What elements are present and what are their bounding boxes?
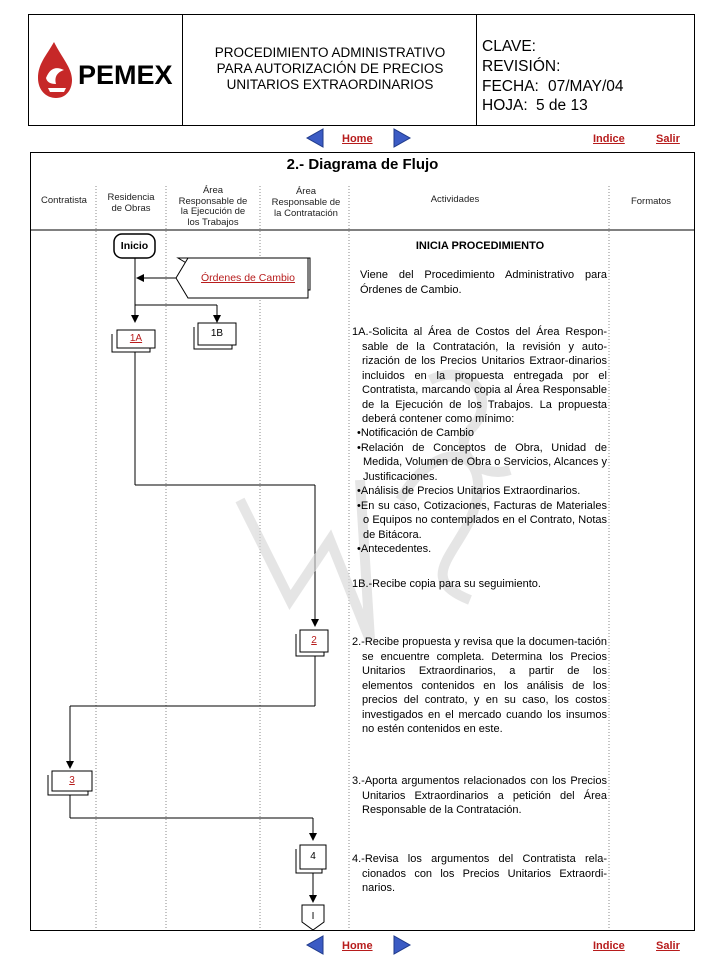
next-page-arrow-icon[interactable] xyxy=(392,935,412,960)
procedure-title-line: UNITARIOS EXTRAORDINARIOS xyxy=(226,77,434,92)
activity-4: 4.-Revisa los argumentos del Contratista rela-cionados con los Precios Unitarios Extraordi-narios. xyxy=(352,853,607,894)
salir-link[interactable]: Salir xyxy=(656,940,680,952)
activity-1b: 1B.-Recibe copia para su seguimiento. xyxy=(352,578,541,590)
bullet-item: •Antecedentes. xyxy=(357,543,432,555)
activity-1a: 1A.-Solicita al Área de Costos del Área Respon-sable de la Contratación, la revisión y auto-rización de los Precios Unitarios Extraor-dinarios incluidos en la propuesta entregada por el Contratista, marcando copia al Área Responsable de la Ejecución de los Trabajos. La propuesta deberá contener como mínimo: xyxy=(352,326,607,425)
column-header-contratista: Contratista xyxy=(41,195,87,206)
procedure-title-line: PROCEDIMIENTO ADMINISTRATIVO xyxy=(214,45,446,60)
column-header-area-ejecucion: Área Responsable de la Ejecución de los Trabajos xyxy=(178,185,248,228)
section-title: 2.- Diagrama de Flujo xyxy=(286,156,439,173)
column-header-residencia: Residencia de Obras xyxy=(107,192,155,214)
fecha-value: 07/MAY/04 xyxy=(548,78,624,95)
clave-label: CLAVE: xyxy=(482,38,536,55)
procedure-title-line: PARA AUTORIZACIÓN DE PRECIOS xyxy=(216,61,444,76)
box-1a-link[interactable]: 1A xyxy=(129,333,143,344)
activity-viene: Viene del Procedimiento Administrativo para Órdenes de Cambio. xyxy=(360,269,607,296)
fecha-label: FECHA: xyxy=(482,78,539,95)
bullet-item: •Relación de Conceptos de Obra, Unidad de Medida, Volumen de Obra o Servicios, Alcances y Justificaciones. xyxy=(357,441,607,483)
activity-2: 2.-Recibe propuesta y revisa que la documen-tación se encuentre completa. Determina los Precios Unitarios Extraordinarios, a partir de los elementos contenidos en los análisis de los precios del contrato, y en su caso, los costos investigados en el mercado cuando los insumos no estén contenidos en este. xyxy=(352,636,607,735)
column-header-formatos: Formatos xyxy=(630,196,672,207)
box-3-link[interactable]: 3 xyxy=(69,775,75,786)
home-link[interactable]: Home xyxy=(342,133,373,145)
bullet-item: •En su caso, Cotizaciones, Facturas de Materiales o Equipos no contemplados en el Contrato, Notas de Bitácora. xyxy=(357,499,607,541)
activity-1a-bullets xyxy=(357,426,607,557)
start-label: Inicio xyxy=(120,240,149,252)
previous-page-arrow-icon[interactable] xyxy=(305,935,325,960)
salir-link[interactable]: Salir xyxy=(656,133,680,145)
column-header-area-contratacion: Área Responsable de la Contratación xyxy=(271,186,341,219)
hoja-value: 5 de 13 xyxy=(536,97,588,114)
box-1b-label: 1B xyxy=(210,328,224,339)
box-2-link[interactable]: 2 xyxy=(311,635,317,646)
activity-3: 3.-Aporta argumentos relacionados con los Precios Unitarios Extraordinarios a petición del Área Responsable de la Contratación. xyxy=(352,775,607,816)
bullet-item: •Análisis de Precios Unitarios Extraordinarios. xyxy=(357,485,581,497)
indice-link[interactable]: Indice xyxy=(593,133,625,145)
home-link[interactable]: Home xyxy=(342,940,373,952)
connector-label: I xyxy=(311,911,315,922)
box-4-label: 4 xyxy=(310,851,316,862)
inicia-procedimiento: INICIA PROCEDIMIENTO xyxy=(415,240,545,252)
ordenes-de-cambio-link[interactable]: Órdenes de Cambio xyxy=(201,272,295,284)
revision-label: REVISIÓN: xyxy=(482,58,561,75)
column-header-actividades: Actividades xyxy=(430,194,480,205)
logo-text: PEMEX xyxy=(78,60,173,90)
hoja-label: HOJA: xyxy=(482,97,528,114)
indice-link[interactable]: Indice xyxy=(593,940,625,952)
bullet-item: •Notificación de Cambio xyxy=(357,427,474,439)
